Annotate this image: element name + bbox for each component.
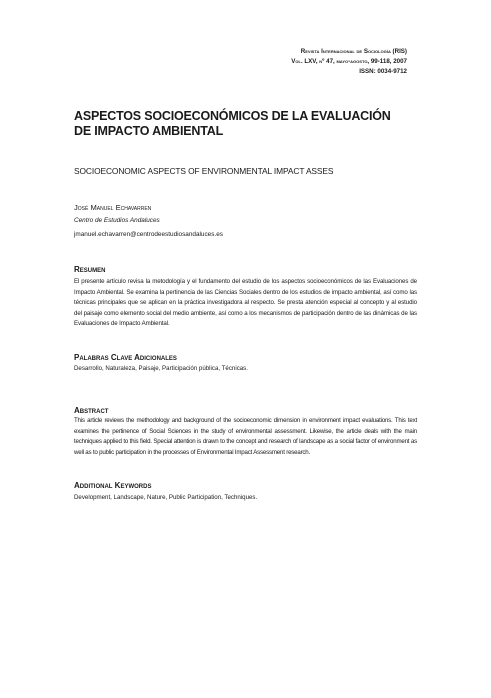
- resumen-heading: Resumen: [74, 265, 106, 274]
- journal-issn: ISSN: 0034-9712: [359, 68, 407, 76]
- abstract-text: This article reviews the methodology and background of the socioeconomic dimension in environment impact evaluations. This text examines the pertinence of Social Sciences in the study of environmental assessment. Likewise, the article deals with the main techniques applied to this field. Special attention is drawn to the concept and research of landscape as a social factor of environment as well as to public participation in the processes of Environmental Impact Assessment research.: [74, 417, 417, 456]
- title-line-2: DE IMPACTO AMBIENTAL: [74, 124, 224, 138]
- author-email[interactable]: jmanuel.echavarren@centrodeestudiosandaluces.es: [74, 231, 223, 238]
- abstract-heading: Abstract: [74, 406, 109, 415]
- author-name: José Manuel Echavarren: [74, 203, 152, 212]
- journal-volume: Vol. LXV, nº 47, mayo-agosto, 99-118, 2007: [291, 58, 407, 66]
- title-line-1: ASPECTOS SOCIOECONÓMICOS DE LA EVALUACIÓN: [74, 109, 391, 123]
- palabras-clave-heading: Palabras Clave Adicionales: [74, 353, 177, 362]
- keywords-heading: Additional Keywords: [74, 481, 152, 490]
- journal-name: Revista Internacional de Sociología (RIS): [300, 48, 407, 55]
- author-affiliation: Centro de Estudios Andaluces: [74, 217, 160, 224]
- journal-header: [291, 47, 407, 78]
- palabras-clave-text: Desarrollo, Naturaleza, Paisaje, Participación pública, Técnicas.: [74, 365, 248, 372]
- english-title: SOCIOECONOMIC ASPECTS OF ENVIRONMENTAL IMPACT ASSES: [74, 166, 334, 176]
- article-title: [74, 109, 404, 139]
- resumen-text: El presente artículo revisa la metodología y el fundamento del estudio de los aspectos socioeconómicos de las Evaluaciones de Impacto Ambiental. Se examina la pertinencia de las Ciencias Sociales dentro de los estudios de impacto ambiental, así como las técnicas principales que se aplican en la práctica investigadora al respecto. Se presta atención especial al concepto y al estudio del paisaje como elemento social del medio ambiente, así como a los mecanismos de participación dentro de las dinámicas de las Evaluaciones de Impacto Ambiental.: [74, 278, 417, 328]
- keywords-text: Development, Landscape, Nature, Public Participation, Techniques.: [74, 494, 258, 501]
